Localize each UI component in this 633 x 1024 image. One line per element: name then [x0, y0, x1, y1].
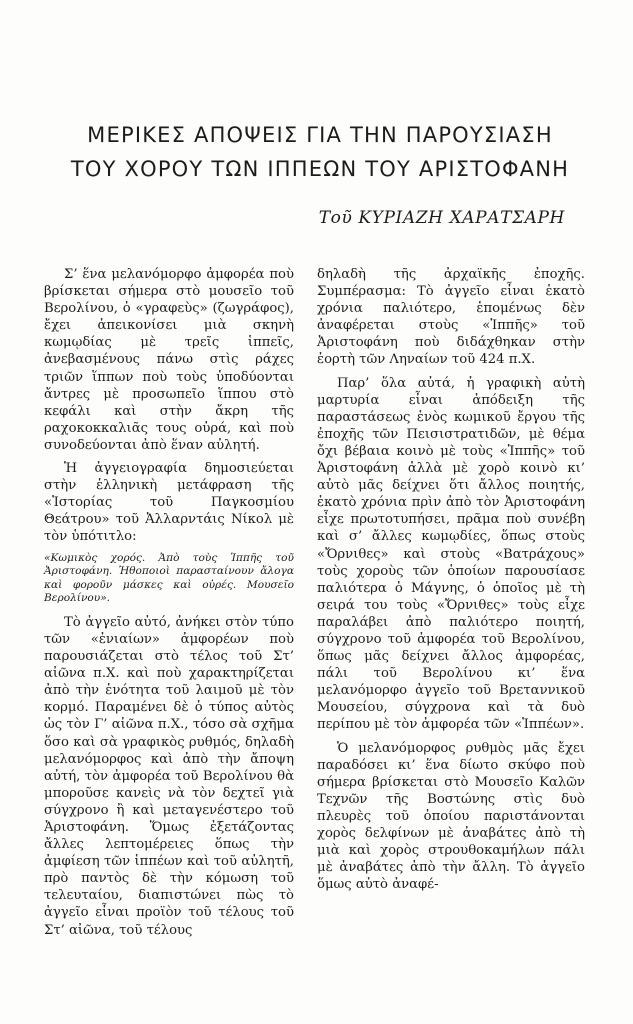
paragraph: Ἡ ἀγγειογραφία δημοσιεύεται στὴν ἑλληνικὴ μετάφραση τῆς «Ἱστορίας τοῦ Παγκοσμίου Θεάτρου» τοῦ Ἀλλαρντάις Νίκολ μὲ τὸν ὑπότιτλο:	[44, 461, 294, 545]
paragraph: Τὸ ἀγγεῖο αὐτό, ἀνήκει στὸν τύπο τῶν «ἐνιαίων» ἀμφορέων ποὺ παρουσιάζεται στὸ τέλος τοῦ Στ’ αἰῶνα π.Χ. καὶ ποὺ χαρακτηρίζεται ἀπὸ τὴν ἑνότητα τοῦ λαιμοῦ μὲ τὸν κορμό. Παραμένει δὲ ὁ τύπος αὐτὸς ὡς τὸν Γ’ αἰῶνα π.Χ., τόσο σὰ σχῆμα ὅσο καὶ σὰ γραφικὸς ρυθμός, δηλαδὴ μελανόμορφος καὶ ἀπὸ τὴν ἄποψη αὐτή, τὸν ἀμφορέα τοῦ Βερολίνου θὰ μποροῦσε κανεὶς νὰ τὸν δεχτεῖ γιὰ σύγχρονο ἢ καὶ μεταγενέστερο τοῦ Ἀριστοφάνη. Ὅμως ἐξετάζοντας ἄλλες λεπτομέρειες ὅπως τὴν ἀμφίεση τῶν ἱππέων καὶ τοῦ αὐλητῆ, πρὸ παντὸς δὲ τὴν κόμωση τοῦ τελευταίου, διαπιστώνει πὼς τὸ ἀγγεῖο εἶναι προϊὸν τοῦ τέλους τοῦ Στ’ αἰῶνα, τοῦ τέλους	[44, 614, 294, 938]
paragraph: δηλαδὴ τῆς ἀρχαϊκῆς ἐποχῆς. Συμπέρασμα: Τὸ ἀγγεῖο εἶναι ἑκατὸ χρόνια παλιότερο, ἑπομένως δὲν ἀναφέρεται στοὺς «Ἱππῆς» τοῦ Ἀριστοφάνη ποὺ διδάχθηκαν στὴν ἑορτὴ τῶν Ληναίων τοῦ 424 π.Χ.	[317, 267, 585, 368]
figure-caption: «Κωμικὸς χορός. Ἀπὸ τοὺς Ἱππῆς τοῦ Ἀριστοφάνη. Ἠθοποιοὶ παρασταίνουν ἄλογα καὶ φοροῦν μάσκες καὶ οὐρές. Μουσεῖο Βερολίνου».	[44, 551, 294, 605]
paragraph: Παρ’ ὅλα αὐτά, ἡ γραφικὴ αὐτὴ μαρτυρία εἶναι ἀπόδειξη τῆς παραστάσεως ἑνὸς κωμικοῦ ἔργου τῆς ἐποχῆς τῶν Πεισιστρατιδῶν, μὲ θέμα ὄχι βέβαια κοινὸ μὲ τοὺς «Ἱππῆς» τοῦ Ἀριστοφάνη ἀλλὰ μὲ χορὸ κοινὸ κι’ αὐτὸ μᾶς δείχνει ὅτι ἄλλος ποιητής, ἑκατὸ χρόνια πρὶν ἀπὸ τὸν Ἀριστοφάνη εἶχε πρωτοτυπήσει, πρᾶμα ποὺ συνέβη καὶ σ’ ἄλλες κωμῳδίες, ὅπως στοὺς «Ὄρνιθες» καὶ στοὺς «Βατράχους» τοὺς χοροὺς τῶν ὁποίων παρουσίασε παλιότερα ὁ Μάγνης, ὁ ὁποῖος μὲ τὴ σειρά του τοὺς «Ὄρνιθες» τοὺς εἶχε παραλάβει ἀπὸ παλιότερο ποιητή, σύγχρονο τοῦ ἀμφορέα τοῦ Βερολίνου, ὅπως μᾶς δείχνει ἄλλος ἀμφορέας, πάλι τοῦ Βερολίνου κι’ ἕνα μελανόμορφο ἀγγεῖο τοῦ Βρεταννικοῦ Μουσείου, σύγχρονα καὶ τὰ δυὸ περίπου μὲ τὸν ἀμφορέα τῶν «Ἱππέων».	[317, 375, 585, 733]
title-line-2: ΤΟΥ ΧΟΡΟΥ ΤΩΝ ΙΠΠΕΩΝ ΤΟΥ ΑΡΙΣΤΟΦΑΝΗ	[70, 157, 570, 181]
title-line-1: ΜΕΡΙΚΕΣ ΑΠΟΨΕΙΣ ΓΙΑ ΤΗΝ ΠΑΡΟΥΣΙΑΣΗ	[87, 123, 553, 147]
article-author: Τοῦ ΚΥΡΙΑΖΗ ΧΑΡΑΤΣΑΡΗ	[318, 208, 565, 228]
paragraph: Σ’ ἕνα μελανόμορφο ἀμφορέα ποὺ βρίσκεται σήμερα στὸ μουσεῖο τοῦ Βερολίνου, ὁ «γραφεὺς» (ζωγράφος), ἔχει ἀπεικονίσει μιὰ σκηνὴ κωμῳδίας μὲ τρεῖς ἱππεῖς, ἀνεβασμένους πάνω στὶς ράχες τριῶν ἵππων ποὺ τοὺς ὑποδύονται ἄντρες μὲ προσωπεῖο ἵππου στὸ κεφάλι καὶ στὴν ἄκρη τῆς ραχοκοκκαλιᾶς τους οὐρά, καὶ ποὺ συνοδεύονται ἀπὸ ἕναν αὐλητή.	[44, 267, 294, 453]
paragraph: Ὁ μελανόμορφος ρυθμὸς μᾶς ἔχει παραδόσει κι’ ἕνα δίωτο σκύφο ποὺ σήμερα βρίσκεται στὸ Μουσεῖο Καλῶν Τεχνῶν τῆς Βοστώνης στὶς δυὸ πλευρὲς τοῦ ὁποίου παριστάνονται χορὸς δελφίνων μὲ ἀναβάτες ἀπὸ τὴ μιὰ καὶ χορὸς στρουθοκαμήλων πάλι μὲ ἀναβάτες ἀπὸ τὴν ἄλλη. Τὸ ἀγγεῖο ὅμως αὐτὸ ἀναφέ-	[317, 740, 585, 893]
left-column	[44, 266, 294, 945]
article-title	[40, 118, 600, 186]
right-column	[317, 266, 585, 899]
